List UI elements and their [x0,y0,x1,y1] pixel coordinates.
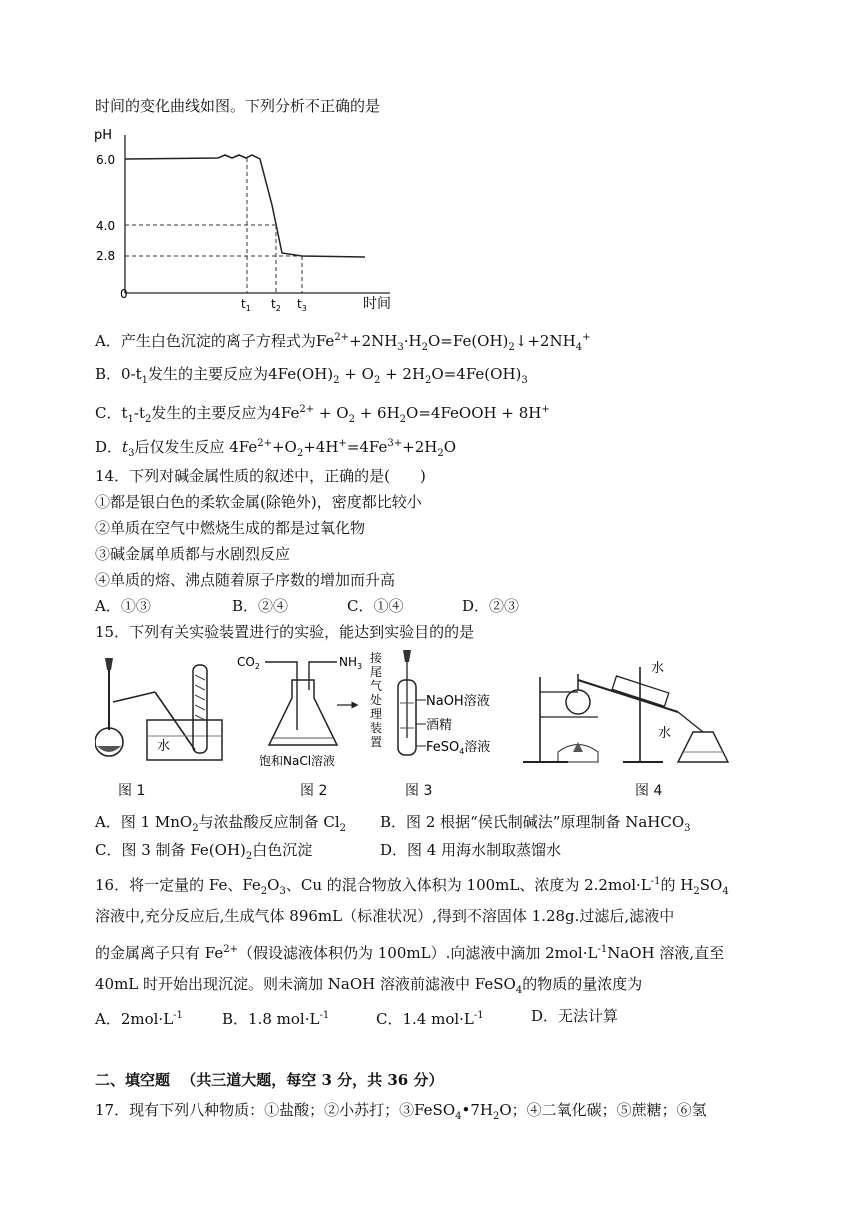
figure-3-apparatus [368,648,513,773]
fig3-side-2: 尾 [370,665,383,679]
fig3-side-1: 接 [370,651,383,665]
x-tick-t1: $t_1$ [241,297,251,313]
y-tick-2-8: 2.8 [96,249,116,263]
fig3-side-3: 气 [370,679,383,693]
x-axis-label: 时间 [363,296,391,312]
q14-option-b: B．②④ [232,597,289,615]
fig4-water-bottom: 水 [658,726,672,741]
section-2-title: 二、填空题 [95,1071,171,1089]
q14-stem: 14．下列对碱金属性质的叙述中，正确的是( ) [95,467,426,485]
y-axis-label: pH [94,128,113,143]
q14-item-1: ①都是银白色的柔软金属(除铯外)，密度都比较小 [95,493,422,511]
q15-option-b: B．图 2 根据“侯氏制碱法”原理制备 NaHCO$_3$ [380,813,691,834]
q16-option-b: B．1.8 $mol\cdot L^{-1}$ [222,1010,330,1028]
figure-2-apparatus [237,650,377,775]
figure-2-label: 图 2 [300,783,328,799]
fig3-feso4-label: FeSO$_4$溶液 [426,740,491,756]
fig2-co2-label: $CO_2$ [237,655,260,671]
q14-option-a: A．①③ [95,597,151,615]
q16-option-d: D．无法计算 [531,1007,619,1025]
ph-curve [125,155,365,257]
q14-item-4: ④单质的熔、沸点随着原子序数的增加而升高 [95,571,396,589]
intro-text: 时间的变化曲线如图。下列分析不正确的是 [95,97,381,115]
q14-option-c: C．①④ [347,597,404,615]
fig1-water-label: 水 [157,739,171,754]
q16-line-1: 16．将一定量的 Fe、$Fe_2O_3$、Cu 的混合物放入体积为 100mL、浓度为 $2.2mol\cdot L^{-1}$的 $H_2SO_4$ [95,876,729,897]
figure-1-apparatus [95,650,240,770]
figure-3-label: 图 3 [405,783,433,799]
fig3-side-4: 处 [370,693,383,707]
q17-line-1: 17．现有下列八种物质：①盐酸；②小苏打；$③FeSO_4•7H_2O$；④二氧化碳；⑤蔗糖；⑥氢 [95,1101,707,1122]
q15-option-a: A．图 1 MnO$_2$与浓盐酸反应制备 $Cl_2$ [95,813,347,834]
section-2-note: （共三道大题，每空 3 分，共 36 分） [181,1071,444,1089]
q16-option-c: C．1.4 $mol\cdot L^{-1}$ [376,1010,484,1028]
y-tick-6: 6.0 [96,153,116,167]
fig3-naoh-label: NaOH溶液 [426,694,490,709]
q13-option-a: A．产生白色沉淀的离子方程式为$Fe^{2+}+2NH_3\cdot H_2O=Fe(OH)_2↓+2NH_4^+$ [95,332,591,353]
q16-line-4: 40mL 时开始出现沉淀。则未滴加 NaOH 溶液前滤液中 FeSO$_4$的物质的量浓度为 [95,975,643,996]
q16-line-2: 溶液中,充分反应后,生成气体 896mL（标准状况）,得到不溶固体 1.28g.过滤后,滤液中 [95,907,675,925]
fig3-side-5: 理 [370,707,383,721]
figure-4-label: 图 4 [635,783,663,799]
fig2-solution-label: 饱和NaCl溶液 [259,754,336,768]
q14-item-2: ②单质在空气中燃烧生成的都是过氧化物 [95,519,366,537]
figure-1-label: 图 1 [118,783,146,799]
y-tick-4: 4.0 [96,219,116,233]
fig2-nh3-label: $NH_3$ [339,655,363,671]
q15-option-c: C．图 3 制备 $Fe(OH)_2$白色沉淀 [95,841,313,862]
fig3-side-7: 置 [370,735,383,749]
q13-option-b: B．$0-t_1$发生的主要反应为$4Fe(OH)_2 + O_2 + 2H_2O=4Fe(OH)_3$ [95,365,528,386]
section-2-heading [95,1070,443,1090]
fig3-alcohol-label: 酒精 [426,718,453,733]
figure-4-apparatus [518,652,748,772]
x-tick-t3: $t_3$ [297,297,307,313]
fig3-side-6: 装 [370,721,383,735]
q15-stem: 15．下列有关实验装置进行的实验，能达到实验目的的是 [95,623,475,641]
y-tick-0: 0 [120,287,128,301]
q13-option-c: C．$t_1-t_2$发生的主要反应为$4Fe^{2+} + O_2$ + $6H_2O=4FeOOH + 8H^+$ [95,404,550,425]
q16-line-3: 的金属离子只有 $Fe^{2+}$（假设滤液体积仍为 100mL）.向滤液中滴加 $2mol\cdot L^{-1}NaOH$ 溶液,直至 [95,944,725,962]
fig4-water-top: 水 [651,661,665,676]
q13-option-d: D．$t_3$后仅发生反应 $4Fe^{2+}+O_2+4H^+=4Fe^{3+}+2H_2O$ [95,438,457,459]
q14-option-d: D．②③ [462,597,520,615]
ph-graph [90,125,410,315]
q16-option-a: A．$2mol\cdot L^{-1}$ [95,1010,183,1028]
q15-option-d: D．图 4 用海水制取蒸馏水 [380,841,562,859]
x-tick-t2: $t_2$ [271,297,281,313]
q14-item-3: ③碱金属单质都与水剧烈反应 [95,545,291,563]
